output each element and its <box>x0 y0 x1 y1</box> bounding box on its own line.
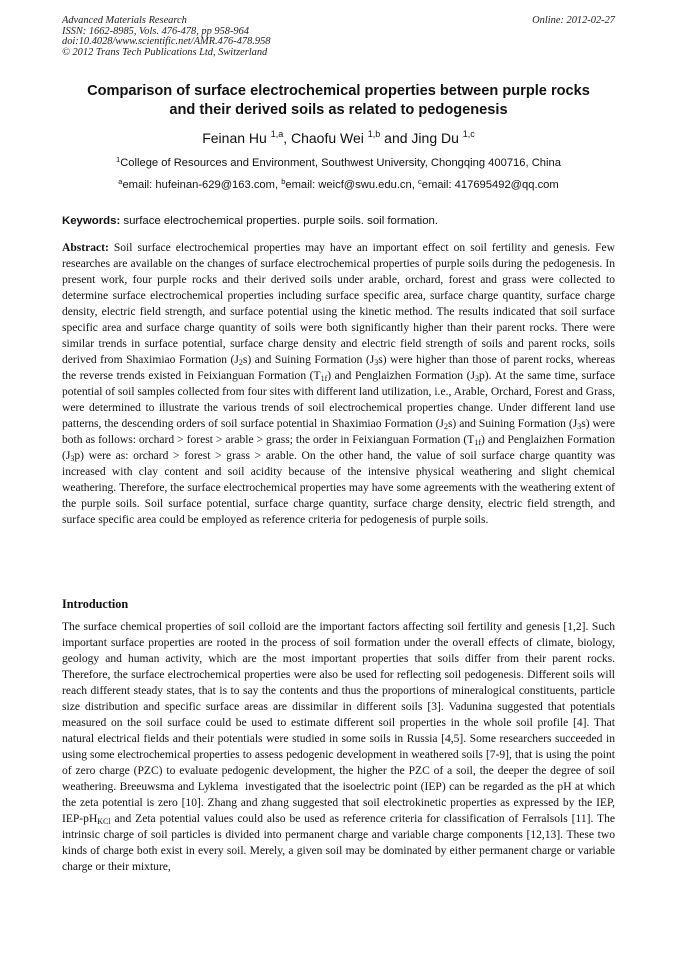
email-a-sup: a <box>118 177 123 186</box>
paper-title <box>62 82 615 120</box>
abstract-text: Soil surface electrochemical properties may have an important effect on soil fertility and genesis. Few researches are available on the changes of surface electrochemical properties of purple soils during the pedogenesis. In present work, four purple rocks and their derived soils under arable, orchard, forest and grass were collected to determine surface electrochemical properties including surface specific area, surface charge quantity, surface charge density, electric field strength, and surface potential using the kinetic method. The results indicated that soil surface specific area and surface charge quantity of soils were both significantly higher than their parent rocks. There were similar trends in surface potential, surface charge density and electric field strength of soils and parent rocks, soils derived from Shaximiao Formation $(J_2s)$ and Suining Formation $(J_3s)$ were higher than those of parent rocks, whereas the reverse trends existed in Feixianguan Formation $(T_{1f})$ and Penglaizhen Formation $(J_3p)$. At the same time, surface potential of soil samples collected from four sites with different land utilization, i.e., Arable, Orchard, Forest and Grass, were determined to illustrate the various trends of soil electrochemical properties change. Under different land use patterns, the descending orders of soil surface potential in Shaximiao Formation $(J_2s)$ and Suining Formation $(J_3s)$ were both as follows: orchard > forest > arable > grass; the order in Feixianguan Formation $(T_{1f})$ and Penglaizhen Formation $(J_3p)$ were as: orchard > forest > grass > arable. On the other hand, the value of soil surface charge quantity was increased with clay content and soil acidity because of the intensive physical weathering and slight chemical weathering. Therefore, the surface electrochemical properties may have some agreements with the weathering extent of the purple soils. Soil surface potential, surface charge quantity, surface charge density, electric field strength, and surface specific area could be employed as reference criteria for pedogenesis of purple soils. <box>62 242 615 526</box>
email-a: email: hufeinan-629@163.com, <box>122 179 282 191</box>
email-b: email: weicf@swu.edu.cn, <box>285 179 418 191</box>
author-list <box>62 129 615 147</box>
introduction-heading: Introduction <box>62 597 129 611</box>
title-line-2: and their derived soils as related to pedogenesis <box>169 102 508 118</box>
email-c-sup: c <box>417 177 422 186</box>
affiliation-text: College of Resources and Environment, Southwest University, Chongqing 400716, China <box>120 157 561 169</box>
keywords-block <box>62 214 615 228</box>
affiliation <box>62 156 615 170</box>
abstract-block <box>62 241 615 529</box>
online-date: Online: 2012-02-27 <box>532 15 615 26</box>
email-b-sup: b <box>281 177 286 186</box>
email-c: email: 417695492@qq.com <box>421 179 559 191</box>
doi-line: doi:10.4028/www.scientific.net/AMR.476-478.958 <box>62 36 271 48</box>
journal-name: Advanced Materials Research <box>62 15 187 26</box>
author-1-name: Feinan Hu <box>202 130 271 146</box>
abstract-label: Abstract: <box>62 242 109 254</box>
author-sep-1: , <box>283 130 291 146</box>
author-3-name: Jing Du <box>411 130 463 146</box>
author-1-sup: 1,a <box>270 129 284 139</box>
copyright-line: © 2012 Trans Tech Publications Ltd, Switzerland <box>62 46 268 58</box>
keywords-label: Keywords: <box>62 215 121 227</box>
affiliation-sup: 1 <box>116 155 121 164</box>
author-2-sup: 1,b <box>367 129 381 139</box>
running-header <box>62 16 615 58</box>
author-sep-2: and <box>380 130 412 146</box>
author-3-sup: 1,c <box>462 129 475 139</box>
email-line <box>62 178 615 192</box>
introduction-text: The surface chemical properties of soil colloid are the important factors affecting soil fertility and genesis [1,2]. Such important surface properties are rooted in the process of soil formation under the overall effects of climate, biology, geology and human activity, which are the most important properties that soils differ from their parent rocks. Therefore, the surface electrochemical properties were also be used for reflecting soil pedogenesis. Different soils will reach different steady states, that is to say the contents and thus the proportions of mineralogical constituents, particle size distribution and specific surface areas are dissimilar in different soils [3]. Vadunina suggested that potentials measured on the soil surface could be used to estimate different soil properties in the whole soil profile [4]. That natural electrical fields and their potentials were studied in some soils in Russia [4,5]. Some researchers succeeded in using some electrochemical properties to assess pedogenic development in weathered soils [7-9], that is using the point of zero charge (PZC) to evaluate pedogenic development, the higher the PZC of a soil, the deeper the degree of soil weathering. Breeuwsma and Lyklema investigated that the isoelectric point (IEP) can be regarded as the pH at which the zeta potential is zero [10]. Zhang and zhang suggested that soil electrokinetic properties as expressed by the IEP, IEP-$pH_{KCl}$ and Zeta potential values could also be used as reference criteria for classification of Ferralsols [11]. The intrinsic charge of soil particles is divided into permanent charge and variable charge components [12,13]. These two kinds of charge both exist in every soil. Merely, a given soil may be dominated by either permanent charge or variable charge or their mixture, <box>62 621 615 873</box>
title-line-1: Comparison of surface electrochemical properties between purple rocks <box>87 83 590 99</box>
author-2-name: Chaofu Wei <box>290 130 368 146</box>
keywords-text: surface electrochemical properties. purple soils. soil formation. <box>120 215 439 227</box>
issn-line: ISSN: 1662-8985, Vols. 476-478, pp 958-964 <box>62 25 250 37</box>
